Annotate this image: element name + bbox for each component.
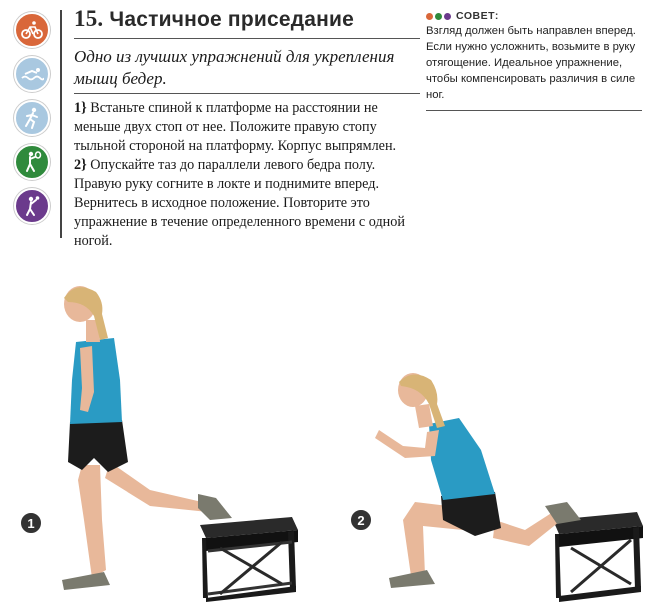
step1-text: Встаньте спиной к платформе на расстоянии не меньше двух стоп от нее. Положите правую стопу тыльной стороной на платформу. Корпус выпрямлен. <box>74 100 397 154</box>
step2-marker: 2} <box>74 157 87 173</box>
step2-text: Опускайте таз до параллели левого бедра полу. Правую руку согните в локте и поднимите вперед. Вернитесь в исходное положение. Повторите это упражнение в течение определенного времени с одной ногой. <box>74 157 405 249</box>
exercise-number: 15. <box>74 6 104 31</box>
platform-box-1 <box>200 517 298 602</box>
platform-box-2 <box>553 512 643 602</box>
sport-icons-sidebar <box>14 12 52 232</box>
exercise-instructions <box>74 99 414 251</box>
tip-text: Взгляд должен быть направлен вперед. Если нужно усложнить, возьмите в руку отягощение. Идеальное упражнение, чтобы компенсировать различия в силе ног. <box>426 25 636 101</box>
tip-underline <box>426 110 642 111</box>
exercise-title <box>74 6 354 32</box>
title-underline <box>74 38 420 39</box>
running-icon <box>14 100 50 136</box>
tip-box <box>426 10 651 103</box>
step2-number-badge <box>350 509 372 531</box>
tip-dot-purple <box>444 13 451 20</box>
step1-number: 1 <box>27 516 35 531</box>
tennis-icon <box>14 144 50 180</box>
exercise-figure-step2 <box>345 370 650 605</box>
tip-header <box>426 10 651 22</box>
step1-number-badge <box>20 512 42 534</box>
vertical-divider <box>60 10 62 238</box>
subtitle-underline <box>74 93 420 94</box>
step2-number: 2 <box>357 513 365 528</box>
badminton-icon <box>14 188 50 224</box>
exercise-subtitle: Одно из лучших упражнений для укрепления мышц бедер. <box>74 47 395 88</box>
tip-label: СОВЕТ: <box>456 10 499 22</box>
tip-dot-orange <box>426 13 433 20</box>
exercise-title-text: Частичное приседание <box>109 8 354 31</box>
tip-dot-green <box>435 13 442 20</box>
step1-marker: 1} <box>74 100 87 116</box>
swimming-icon <box>14 56 50 92</box>
cycling-icon <box>14 12 50 48</box>
exercise-figure-step1 <box>20 280 320 605</box>
